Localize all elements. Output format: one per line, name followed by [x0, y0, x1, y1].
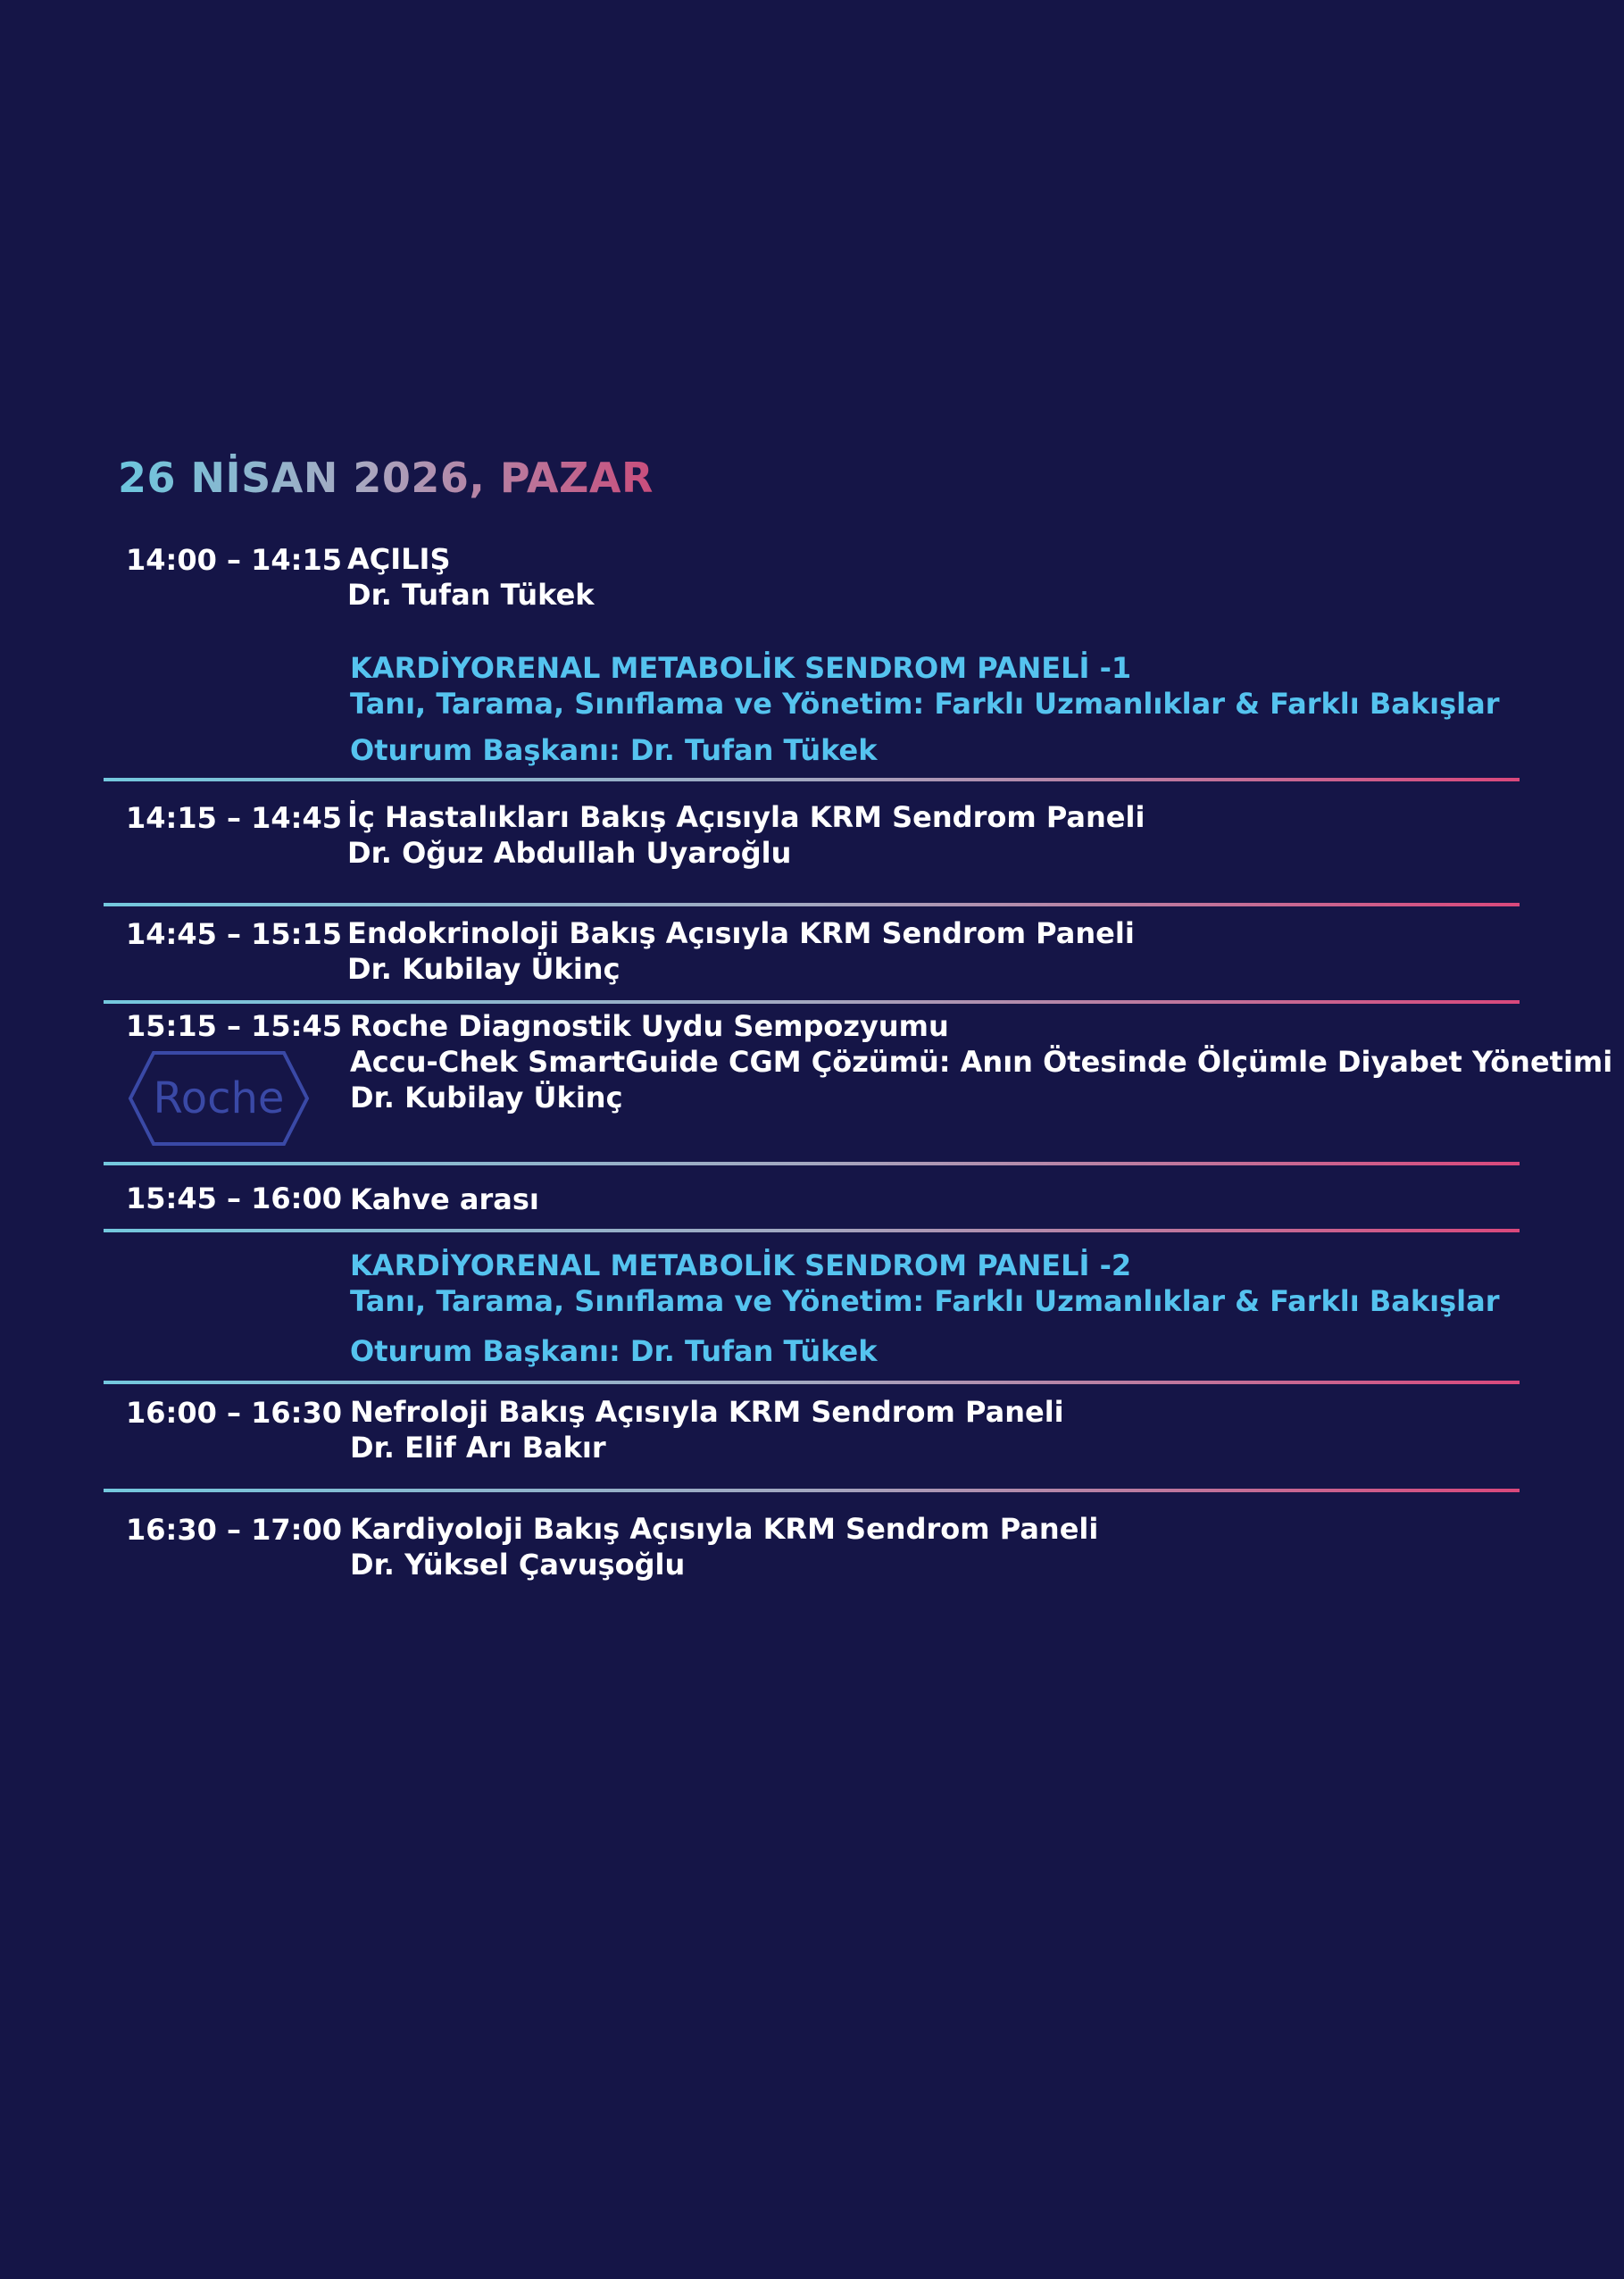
session-block [350, 1511, 1098, 1582]
panel-header [350, 650, 1500, 722]
session-title: Kahve arası [350, 1182, 539, 1216]
panel-subtitle: Tanı, Tarama, Sınıflama ve Yönetim: Farklı Uzmanlıklar & Farklı Bakışlar [350, 1284, 1500, 1318]
panel-title: KARDİYORENAL METABOLİK SENDROM PANELİ -1 [350, 651, 1132, 685]
divider [104, 778, 1520, 781]
session-block [347, 915, 1135, 987]
time-slot: 16:00 – 16:30 [126, 1396, 342, 1430]
speaker-name: Dr. Elif Arı Bakır [350, 1431, 606, 1465]
speaker-name: Dr. Oğuz Abdullah Uyaroğlu [347, 836, 792, 870]
divider [104, 1489, 1520, 1492]
time-slot: 14:15 – 14:45 [126, 801, 342, 835]
roche-logo-text: Roche [153, 1073, 285, 1123]
session-title: Nefroloji Bakış Açısıyla KRM Sendrom Paneli [350, 1395, 1064, 1429]
divider [104, 1162, 1520, 1165]
panel-subtitle: Tanı, Tarama, Sınıflama ve Yönetim: Farklı Uzmanlıklar & Farklı Bakışlar [350, 687, 1500, 721]
time-slot: 15:45 – 16:00 [126, 1181, 342, 1215]
time-slot: 14:00 – 14:15 [126, 543, 342, 577]
session-block [350, 1008, 1612, 1115]
session-title: Endokrinoloji Bakış Açısıyla KRM Sendrom Paneli [347, 916, 1135, 950]
speaker-name: Dr. Yüksel Çavuşoğlu [350, 1548, 686, 1582]
session-block [347, 541, 595, 613]
session-title: Roche Diagnostik Uydu Sempozyumu [350, 1009, 949, 1043]
session-title: İç Hastalıkları Bakış Açısıyla KRM Sendrom Paneli [347, 800, 1145, 834]
page-title: 26 NİSAN 2026, PAZAR [118, 454, 654, 502]
session-chair: Oturum Başkanı: Dr. Tufan Tükek [350, 733, 878, 767]
speaker-name: Dr. Tufan Tükek [347, 578, 595, 612]
session-block [350, 1394, 1064, 1465]
session-title: Kardiyoloji Bakış Açısıyla KRM Sendrom Paneli [350, 1512, 1099, 1546]
roche-logo [127, 1049, 311, 1148]
time-slot: 14:45 – 15:15 [126, 917, 342, 951]
session-title: AÇILIŞ [347, 542, 451, 576]
session-subtitle: Accu-Chek SmartGuide CGM Çözümü: Anın Ötesinde Ölçümle Diyabet Yönetimi [350, 1045, 1613, 1079]
session-chair: Oturum Başkanı: Dr. Tufan Tükek [350, 1334, 878, 1368]
session-block [347, 799, 1145, 871]
divider [104, 1000, 1520, 1004]
divider [104, 903, 1520, 906]
speaker-name: Dr. Kubilay Ükinç [347, 952, 620, 986]
divider [104, 1229, 1520, 1232]
divider [104, 1381, 1520, 1384]
speaker-name: Dr. Kubilay Ükinç [350, 1081, 623, 1114]
panel-title: KARDİYORENAL METABOLİK SENDROM PANELİ -2 [350, 1248, 1132, 1282]
panel-header [350, 1248, 1500, 1319]
time-slot: 16:30 – 17:00 [126, 1513, 342, 1547]
time-slot: 15:15 – 15:45 [126, 1009, 342, 1043]
